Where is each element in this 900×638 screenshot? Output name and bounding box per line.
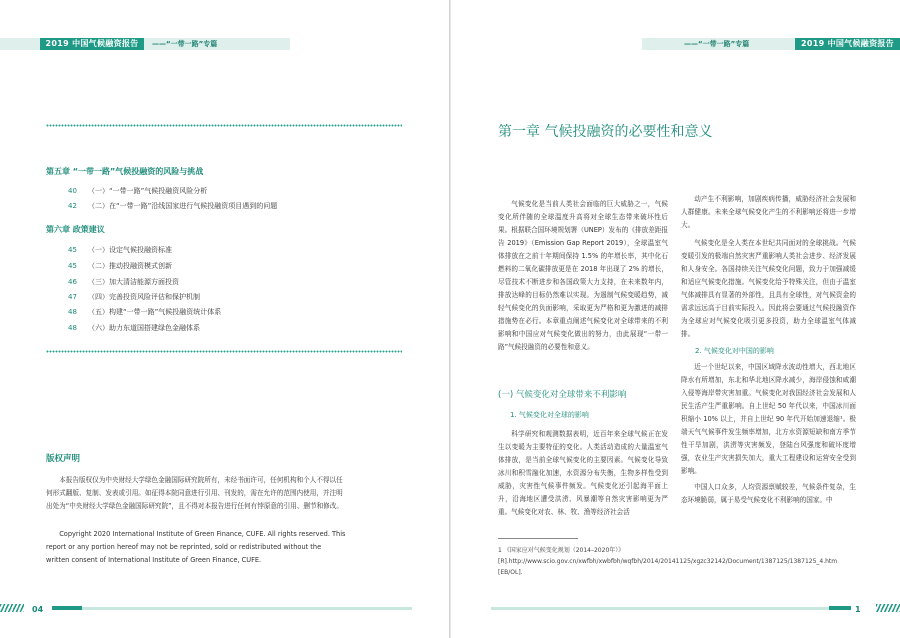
toc-entry[interactable]: [68, 307, 221, 317]
body-paragraph: 近一个世纪以来，中国区域降水波动性增大，西北地区降水有所增加，东北和华北地区降水减少，海岸侵蚀和咸潮入侵等海岸带灾害加重。气候变化对我国经济社会发展和人民生活产生严重影响。自上世纪 50 年代以来，中国冰川面积缩小 10% 以上，并自上世纪 90 年代开始加速退缩¹。极端天气气候事件发生频率增加，北方水资源短缺和南方季节性干旱加剧，洪涝等灾害频发，登陆台风强度和破坏度增强，农业生产灾害损失加大，重大工程建设和运营安全受到影响。: [681, 363, 856, 475]
left-page: [0, 0, 449, 638]
footer-bar: [52, 606, 82, 610]
footer-stripes: [0, 604, 24, 612]
body-paragraph: 气候变化是全人类在本世纪共同面对的全球挑战。气候变暖引发的极端自然灾害严重影响人类社会进步、经济发展和人身安全。各国持续关注气候变化问题，致力于加强减缓和适应气候变化措施。气候变化给予特殊关注，但由于温室气体减排具有显著的外部性，且具有全球性，对气候资金的需求远远高于目前实际投入。因此将会要通过气候投融资作为全球应对气候变化吸引更多投资，助力全球温室气体减排。: [681, 239, 856, 338]
footer-bar-light: [82, 607, 412, 610]
toc-entry-text: （二）在“一带一路”沿线国家进行气候投融资项目遇到的问题: [88, 202, 278, 210]
body-paragraph: 动产生不利影响，加剧疾病传播，威胁经济社会发展和人群健康。未来全球气候变化产生的不利影响还将进一步增大。: [681, 195, 856, 229]
toc-page-number: 48: [68, 308, 77, 316]
toc-entry-text: （一）“一带一路”气候投融资风险分析: [88, 187, 208, 195]
dotted-rule-bottom: [46, 350, 402, 353]
toc-page-number: 40: [68, 187, 77, 195]
toc-entry-text: （六）助力东道国搭建绿色金融体系: [88, 324, 200, 332]
special-topic-label: ——“一带一路”专篇: [152, 40, 218, 48]
body-column-right: [681, 193, 856, 507]
toc-entry[interactable]: [68, 323, 200, 333]
report-title: 2019 中国气候融资报告: [40, 38, 144, 50]
toc-entry-text: （二）推动投融资模式创新: [88, 262, 172, 270]
page-header: [642, 38, 900, 50]
toc-page-number: 48: [68, 324, 77, 332]
toc-entry[interactable]: [68, 261, 172, 271]
copyright-en-text: Copyright 2020 International Institute of Green Finance, CUFE. All rights reserved. This report or any portion hereof may not be reprinted, sold or redistributed without the written consent of International Institute of Green Finance, CUFE.: [46, 530, 346, 564]
page-header: [0, 38, 290, 50]
toc-chapter6-heading[interactable]: 第六章 政策建议: [46, 225, 105, 234]
footer-bar-light: [491, 607, 829, 610]
toc-entry[interactable]: [68, 186, 207, 196]
toc-entry-text: （三）加大清洁能源方面投资: [88, 278, 179, 286]
page-number: 04: [32, 605, 44, 614]
toc-chapter5-heading[interactable]: 第五章 “一带一路”气候投融资的风险与挑战: [46, 167, 204, 176]
toc-entry-text: （五）构建“一带一路”气候投融资统计体系: [88, 308, 222, 316]
footer-bar: [829, 606, 851, 610]
toc-page-number: 47: [68, 293, 77, 301]
report-title: 2019 中国气候融资报告: [795, 38, 900, 50]
toc-entry[interactable]: [68, 277, 179, 287]
copyright-cn-text: 本报告版权仅为中央财经大学绿色金融国际研究院所有，未经书面许可，任何机构和个人不得以任何形式翻版、复制、发表或引用。如征得本院同意进行引用、刊发的，需在允许的范围内使用，并注明出处为“中央财经大学绿色金融国际研究院”，且不得对本报告进行任何有悖原意的引用、删节和修改。: [46, 476, 343, 510]
body-column-left: [498, 428, 668, 519]
page-number: 1: [855, 605, 861, 614]
dotted-rule-top: [46, 124, 402, 127]
intro-paragraph: 气候变化是当前人类社会面临的巨大威胁之一，气候变化所伴随的全球温度升高将对全球生态带来破坏性后果。根据联合国环境规划署（UNEP）发布的《排放差距报告 2019》（Emission Gap Report 2019），全球温室气体排放在之前十年期间保持 1.5% 的年增长率，其中化石燃料的二氧化碳排放更是在 2018 年出现了 2% 的增长，尽管技术不断进步和各国政策大力支持，在未来数年内，排放达峰的目标仍然难以实现。为遏制气候变暖趋势，减轻气候变化的负面影响，采取更为严格和更为激进的减排措施势在必行。本章重点阐述气候变化对全球带来的不利影响和中国应对气候变化做出的努力，由此展现“一带一路”气候投融资的必要性和意义。: [498, 200, 668, 351]
toc-page-number: 45: [68, 262, 77, 270]
subsection-title: 2. 气候变化对中国的影响: [695, 347, 774, 355]
toc-entry-text: （四）完善投资风险评估和保护机制: [88, 293, 200, 301]
toc-page-number: 46: [68, 278, 77, 286]
footer-stripes: [876, 604, 900, 612]
toc-entry[interactable]: [68, 245, 172, 255]
intro-column: [498, 198, 668, 354]
section-title: (一) 气候变化对全球带来不利影响: [498, 390, 627, 400]
body-paragraph: 科学研究和观测数据表明，近百年来全球气候正在发生以变暖为主要特征的变化。人类活动造成的大量温室气体排放，是当前全球气候变化的主要因素。气候变化导致冰川和积雪融化加速，水资源分布失衡，生物多样性受到威胁，灾害性气候事件频发。气候变化还引起海平面上升，沿海地区遭受洪涝、风暴潮等自然灾害影响更为严重。气候变化对农、林、牧、渔等经济社会活: [498, 430, 668, 516]
chapter-title: 第一章 气候投融资的必要性和意义: [498, 124, 713, 140]
footnote: 1 《国家应对气候变化规划（2014–2020年）》[R].http://www.scio.gov.cn/xwfbh/xwbfbh/wqfbh/2014/20141125/xgzc32142/Document/1387125/1387125_4.htm [EB/OL].: [498, 547, 838, 576]
special-topic-label: ——“一带一路”专篇: [684, 40, 750, 48]
subsection-title: 1. 气候变化对全球的影响: [510, 411, 589, 419]
toc-entry-text: （一）设定气候投融资标准: [88, 246, 172, 254]
copyright-heading: 版权声明: [46, 454, 81, 464]
toc-entry[interactable]: [68, 201, 277, 211]
toc-entry[interactable]: [68, 292, 200, 302]
body-paragraph: 中国人口众多，人均资源禀赋较差，气候条件复杂，生态环境脆弱，属于易受气候变化不利影响的国家。中: [681, 483, 856, 504]
footnote-rule: [498, 538, 578, 539]
toc-page-number: 45: [68, 246, 77, 254]
right-page: [451, 0, 900, 638]
toc-page-number: 42: [68, 202, 77, 210]
